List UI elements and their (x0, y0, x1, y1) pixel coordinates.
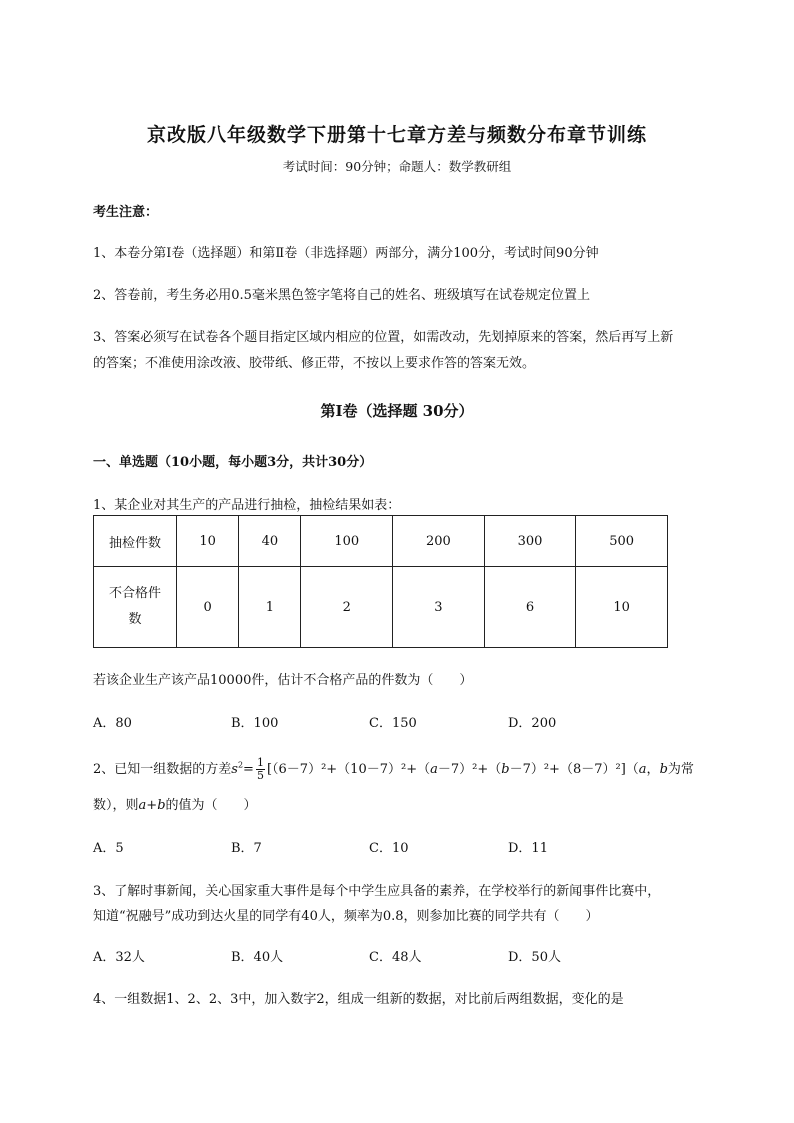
table-cell: 10 (177, 516, 239, 567)
q3-option-c[interactable]: C．48人 (369, 950, 422, 965)
exam-info: 考试时间：90分钟；命题人：数学教研组 (282, 159, 512, 174)
q1-option-a[interactable]: A．80 (93, 716, 132, 731)
table-header-line-1: 不合格件 (108, 586, 161, 601)
notice-item-2: 2、答卷前，考生务必用0.5毫米黑色签字笔将自己的姓名、班级填写在试卷规定位置上 (93, 288, 590, 303)
q1-question: 若该企业生产该产品10000件，估计不合格产品的件数为（ ） (93, 673, 473, 688)
q1-option-b[interactable]: B．100 (231, 716, 279, 731)
table-cell: 2 (301, 567, 393, 648)
inspection-table (93, 515, 668, 648)
q1-option-d[interactable]: D．200 (508, 716, 557, 731)
q3-option-b[interactable]: B．40人 (231, 950, 284, 965)
table-cell: 300 (484, 516, 576, 567)
expr-part: [（6－7）²+（10－7）²+（ (266, 762, 431, 777)
var-b: b (501, 762, 510, 777)
table-cell: 200 (393, 516, 485, 567)
var-b: b (157, 798, 166, 813)
fraction-numerator: 1 (256, 756, 264, 769)
table-row (94, 567, 668, 648)
expr-part: －7）²+（ (437, 762, 502, 777)
q3-option-a[interactable]: A．32人 (93, 950, 145, 965)
notice-heading: 考生注意： (93, 205, 159, 220)
page-title: 京改版八年级数学下册第十七章方差与频数分布章节训练 (146, 124, 647, 146)
notice-item-3-cont: 的答案；不准使用涂改液、胶带纸、修正带，不按以上要求作答的答案无效。 (93, 356, 536, 371)
table-cell: 0 (177, 567, 239, 648)
q3-option-d[interactable]: D．50人 (508, 950, 561, 965)
fraction (256, 757, 265, 782)
section-subtitle: 一、单选题（10小题，每小题3分，共计30分） (93, 455, 373, 470)
table-cell: 500 (576, 516, 668, 567)
q1-stem: 1、某企业对其生产的产品进行抽检，抽检结果如表： (93, 498, 401, 513)
table-header-line-2: 数 (128, 612, 142, 627)
q2-stem-line-1 (93, 757, 694, 782)
var-a: a (138, 798, 147, 813)
expr-part: 为常 (667, 762, 694, 777)
notice-item-1: 1、本卷分第Ⅰ卷（选择题）和第Ⅱ卷（非选择题）两部分，满分100分，考试时间90分钟 (93, 246, 599, 261)
q2-option-c[interactable]: C．10 (369, 841, 409, 856)
table-cell: 40 (239, 516, 301, 567)
section-title: 第Ⅰ卷（选择题 30分） (320, 402, 474, 420)
table-cell: 3 (393, 567, 485, 648)
fraction-denominator: 5 (256, 769, 264, 782)
table-row (94, 516, 668, 567)
q2-stem-line-2 (93, 794, 257, 813)
notice-item-3: 3、答案必须写在试卷各个题目指定区域内相应的位置，如需改动，先划掉原来的答案，然后再写上新 (93, 330, 674, 345)
q3-stem-line-2: 知道“祝融号”成功到达火星的同学有40人，频率为0.8，则参加比赛的同学共有（ ） (93, 909, 599, 924)
table-cell: 10 (576, 567, 668, 648)
expr-part: 的值为（ ） (165, 798, 257, 813)
table-cell: 1 (239, 567, 301, 648)
q2-prefix: 2、已知一组数据的方差 (93, 762, 232, 777)
equals-sign: = (243, 762, 254, 777)
q3-stem-line-1: 3、了解时事新闻，关心国家重大事件是每个中学生应具备的素养，在学校举行的新闻事件比赛中， (93, 884, 661, 899)
q2-option-b[interactable]: B．7 (231, 841, 262, 856)
var-s: s (231, 762, 238, 777)
expr-part: 数），则 (93, 798, 139, 813)
var-b: b (659, 762, 668, 777)
comma: ， (646, 762, 660, 777)
var-a: a (638, 762, 647, 777)
superscript: 2 (237, 760, 244, 770)
q2-option-d[interactable]: D．11 (508, 841, 548, 856)
q2-option-a[interactable]: A．5 (93, 841, 124, 856)
q4-stem-line-1: 4、一组数据1、2、2、3中，加入数字2，组成一组新的数据，对比前后两组数据，变化的是 (93, 992, 624, 1007)
expr-part: －7）²+（8－7）²]（ (509, 762, 639, 777)
var-a: a (430, 762, 438, 777)
table-cell: 100 (301, 516, 393, 567)
table-cell: 6 (484, 567, 576, 648)
plus-sign: + (146, 798, 158, 813)
q1-option-c[interactable]: C．150 (369, 716, 417, 731)
table-header-cell: 抽检件数 (94, 516, 177, 567)
table-header-cell (94, 567, 177, 648)
